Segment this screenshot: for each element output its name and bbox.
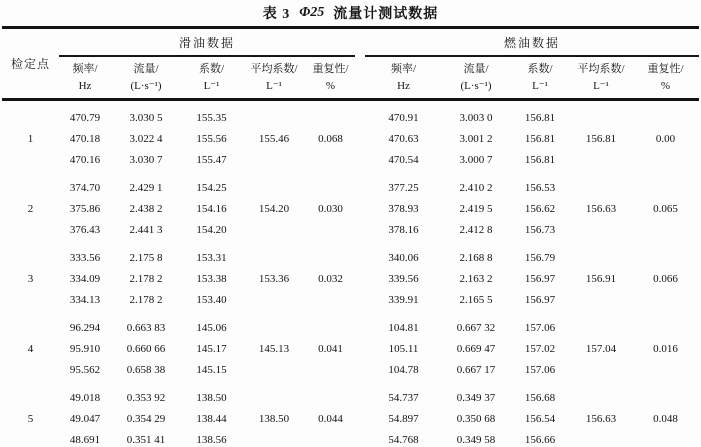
fuel-avgcoef-cell xyxy=(570,241,632,269)
checkpoint-cell xyxy=(2,171,59,199)
fuel-avgcoef-cell: 157.04 xyxy=(585,343,617,355)
lube-repeat-header xyxy=(306,56,355,100)
flowmeter-data-table xyxy=(2,26,699,447)
fuel-coef-cell: 156.68 xyxy=(524,392,556,404)
checkpoint-cell: 1 xyxy=(27,133,34,145)
fuel-flow-cell: 0.349 37 xyxy=(456,392,496,404)
fuel-freq-cell: 378.93 xyxy=(388,203,419,215)
checkpoint-cell xyxy=(2,381,59,409)
lube-coef-cell: 145.15 xyxy=(196,364,227,376)
header-line: 流量/ xyxy=(463,63,489,75)
fuel-coef-cell: 156.53 xyxy=(524,182,556,194)
group-gap-cell xyxy=(355,269,365,290)
fuel-coef-header xyxy=(510,56,570,100)
lube-coef-cell: 154.25 xyxy=(196,182,227,194)
fuel-flow-cell: 3.001 2 xyxy=(459,133,493,145)
checkpoint-cell xyxy=(2,100,59,130)
lube-coef-cell: 138.56 xyxy=(196,434,227,446)
lube-repeat-cell: 0.041 xyxy=(318,343,343,355)
checkpoint-cell: 3 xyxy=(27,273,34,285)
checkpoint-cell xyxy=(2,290,59,311)
fuel-repeat-cell xyxy=(632,150,699,171)
fuel-freq-header xyxy=(365,56,442,100)
group-gap-cell xyxy=(355,430,365,447)
table-title-prefix: 表 3 xyxy=(262,7,291,22)
checkpoint-cell: 2 xyxy=(27,203,34,215)
header-unit: L⁻¹ xyxy=(203,80,220,92)
fuel-flow-cell: 0.667 32 xyxy=(456,322,496,334)
lube-repeat-cell xyxy=(306,100,355,130)
header-line: 系数/ xyxy=(527,63,553,75)
measurement-row xyxy=(2,311,699,339)
header-line: 频率/ xyxy=(390,63,417,75)
fuel-coef-cell: 157.02 xyxy=(524,343,556,355)
lube-avgcoef-cell xyxy=(242,171,306,199)
checkpoint-cell xyxy=(2,220,59,241)
lube-repeat-cell xyxy=(306,220,355,241)
lube-avgcoef-cell xyxy=(242,150,306,171)
measurement-row xyxy=(2,241,699,269)
fuel-repeat-cell xyxy=(632,220,699,241)
fuel-avgcoef-cell xyxy=(570,220,632,241)
group-gap-cell xyxy=(355,311,365,339)
fuel-avgcoef-cell: 156.81 xyxy=(585,133,617,145)
header-line: 流量/ xyxy=(133,63,159,75)
table-title xyxy=(0,0,701,26)
fuel-flow-cell: 2.168 8 xyxy=(459,252,493,264)
fuel-coef-cell: 156.62 xyxy=(524,203,556,215)
lube-freq-cell: 95.910 xyxy=(69,343,101,355)
lube-coef-header xyxy=(181,56,242,100)
lube-avgcoef-cell xyxy=(242,100,306,130)
header-line: 重复性/ xyxy=(647,63,684,75)
measurement-row xyxy=(2,199,699,220)
lube-freq-header xyxy=(59,56,111,100)
lube-repeat-cell xyxy=(306,150,355,171)
measurement-row xyxy=(2,339,699,360)
header-line: 平均系数/ xyxy=(577,63,625,75)
lube-repeat-cell: 0.068 xyxy=(318,133,343,145)
fuel-repeat-cell xyxy=(632,241,699,269)
fuel-coef-cell: 156.97 xyxy=(524,273,556,285)
lube-flow-cell: 0.658 38 xyxy=(126,364,166,376)
lube-repeat-cell xyxy=(306,360,355,381)
measurement-row xyxy=(2,269,699,290)
lube-repeat-cell: 0.032 xyxy=(318,273,343,285)
lube-avgcoef-cell: 154.20 xyxy=(258,203,290,215)
fuel-freq-cell: 377.25 xyxy=(388,182,419,194)
lube-freq-cell: 470.18 xyxy=(69,133,101,145)
measurement-row xyxy=(2,409,699,430)
lube-freq-cell: 96.294 xyxy=(69,322,101,334)
header-unit: % xyxy=(325,80,336,92)
fuel-repeat-header xyxy=(632,56,699,100)
lube-repeat-cell xyxy=(306,381,355,409)
header-unit: (L·s⁻¹) xyxy=(460,80,492,92)
measurement-row xyxy=(2,430,699,447)
lube-coef-cell: 138.50 xyxy=(196,392,227,404)
fuel-avgcoef-header xyxy=(570,56,632,100)
lube-coef-cell: 153.40 xyxy=(196,294,227,306)
fuel-coef-cell: 156.66 xyxy=(524,434,556,446)
lube-freq-cell: 49.018 xyxy=(69,392,101,404)
measurement-row xyxy=(2,100,699,130)
checkpoint-cell xyxy=(2,430,59,447)
fuel-repeat-cell xyxy=(632,360,699,381)
lube-freq-cell: 334.09 xyxy=(69,273,101,285)
fuel-avgcoef-cell: 156.63 xyxy=(585,203,617,215)
fuel-flow-cell: 0.667 17 xyxy=(456,364,496,376)
lube-freq-cell: 470.79 xyxy=(69,112,101,124)
lube-flow-cell: 0.353 92 xyxy=(126,392,166,404)
lube-flow-cell: 2.429 1 xyxy=(129,182,163,194)
lube-avgcoef-cell xyxy=(242,220,306,241)
fuel-repeat-cell: 0.048 xyxy=(653,413,678,425)
fuel-coef-cell: 156.79 xyxy=(524,252,556,264)
group-gap-cell xyxy=(355,100,365,130)
table-title-model: Φ25 xyxy=(299,5,325,20)
measurement-row xyxy=(2,360,699,381)
lube-coef-cell: 155.35 xyxy=(196,112,227,124)
fuel-repeat-cell: 0.065 xyxy=(653,203,678,215)
group-gap-cell xyxy=(355,220,365,241)
fuel-coef-cell: 157.06 xyxy=(524,364,556,376)
fuel-coef-cell: 156.54 xyxy=(524,413,556,425)
lube-flow-cell: 0.351 41 xyxy=(126,434,166,446)
checkpoint-cell: 4 xyxy=(27,343,34,355)
lube-flow-cell: 2.178 2 xyxy=(129,294,163,306)
fuel-avgcoef-cell xyxy=(570,311,632,339)
measurement-row xyxy=(2,171,699,199)
group-gap-cell xyxy=(355,360,365,381)
lube-coef-cell: 154.20 xyxy=(196,224,227,236)
lube-repeat-cell: 0.030 xyxy=(318,203,343,215)
fuel-flow-cell: 0.669 47 xyxy=(456,343,496,355)
lube-flow-cell: 0.663 83 xyxy=(126,322,166,334)
header-line: 频率/ xyxy=(72,63,98,75)
lube-flow-cell: 2.438 2 xyxy=(129,203,163,215)
measurement-row xyxy=(2,150,699,171)
checkpoint-column-header: 检定点 xyxy=(2,28,59,100)
lube-repeat-cell xyxy=(306,171,355,199)
fuel-repeat-cell xyxy=(632,311,699,339)
group-gap-cell xyxy=(355,409,365,430)
fuel-flow-cell: 2.410 2 xyxy=(459,182,493,194)
header-unit: Hz xyxy=(78,80,92,92)
lube-avgcoef-cell xyxy=(242,381,306,409)
lube-flow-cell: 3.022 4 xyxy=(129,133,163,145)
fuel-freq-cell: 340.06 xyxy=(388,252,419,264)
header-unit: L⁻¹ xyxy=(532,80,548,92)
lube-freq-cell: 48.691 xyxy=(69,434,101,446)
header-unit: % xyxy=(660,80,671,92)
lube-avgcoef-cell xyxy=(242,290,306,311)
fuel-repeat-cell xyxy=(632,171,699,199)
fuel-avgcoef-cell xyxy=(570,430,632,447)
checkpoint-cell xyxy=(2,311,59,339)
header-unit: Hz xyxy=(397,80,410,92)
header-unit: L⁻¹ xyxy=(593,80,609,92)
group-gap-cell xyxy=(355,150,365,171)
lube-avgcoef-cell: 155.46 xyxy=(258,133,290,145)
fuel-repeat-cell xyxy=(632,100,699,130)
group-gap xyxy=(355,56,365,100)
fuel-freq-cell: 54.737 xyxy=(388,392,419,404)
fuel-freq-cell: 470.54 xyxy=(388,154,419,166)
group-gap-cell xyxy=(355,290,365,311)
fuel-flow-cell: 3.003 0 xyxy=(459,112,493,124)
lube-group-header: 滑油数据 xyxy=(59,28,355,57)
lube-flow-cell: 3.030 7 xyxy=(129,154,163,166)
lube-freq-cell: 376.43 xyxy=(69,224,101,236)
fuel-freq-cell: 54.768 xyxy=(388,434,419,446)
checkpoint-cell xyxy=(2,360,59,381)
group-gap xyxy=(355,28,365,57)
fuel-flow-cell: 3.000 7 xyxy=(459,154,493,166)
group-gap-cell xyxy=(355,339,365,360)
fuel-repeat-cell xyxy=(632,430,699,447)
fuel-freq-cell: 54.897 xyxy=(388,413,419,425)
fuel-repeat-cell xyxy=(632,381,699,409)
measurement-row xyxy=(2,220,699,241)
lube-avgcoef-cell xyxy=(242,241,306,269)
fuel-avgcoef-cell: 156.63 xyxy=(585,413,617,425)
header-line: 平均系数/ xyxy=(250,63,298,75)
fuel-freq-cell: 339.91 xyxy=(388,294,419,306)
fuel-coef-cell: 156.81 xyxy=(524,154,556,166)
checkpoint-cell xyxy=(2,150,59,171)
fuel-avgcoef-cell xyxy=(570,150,632,171)
fuel-flow-cell: 2.412 8 xyxy=(459,224,493,236)
column-header-row xyxy=(2,56,699,100)
lube-freq-cell: 470.16 xyxy=(69,154,101,166)
fuel-avgcoef-cell: 156.91 xyxy=(585,273,617,285)
fuel-repeat-cell: 0.00 xyxy=(655,133,676,145)
lube-flow-cell: 0.660 66 xyxy=(126,343,166,355)
table-title-text: 流量计测试数据 xyxy=(333,7,439,22)
lube-freq-cell: 374.70 xyxy=(69,182,101,194)
fuel-freq-cell: 105.11 xyxy=(388,343,419,355)
fuel-repeat-cell: 0.066 xyxy=(653,273,678,285)
lube-flow-header xyxy=(111,56,181,100)
group-gap-cell xyxy=(355,199,365,220)
fuel-avgcoef-cell xyxy=(570,290,632,311)
fuel-flow-cell: 0.350 68 xyxy=(456,413,496,425)
measurement-row xyxy=(2,129,699,150)
lube-avgcoef-cell: 145.13 xyxy=(258,343,290,355)
group-gap-cell xyxy=(355,241,365,269)
group-header-row xyxy=(2,28,699,57)
lube-freq-cell: 333.56 xyxy=(69,252,101,264)
lube-flow-cell: 0.354 29 xyxy=(126,413,166,425)
fuel-repeat-cell: 0.016 xyxy=(653,343,678,355)
fuel-freq-cell: 339.56 xyxy=(388,273,419,285)
lube-repeat-cell xyxy=(306,241,355,269)
lube-repeat-cell xyxy=(306,311,355,339)
group-gap-cell xyxy=(355,171,365,199)
lube-avgcoef-cell xyxy=(242,430,306,447)
header-line: 重复性/ xyxy=(312,63,349,75)
fuel-flow-header xyxy=(442,56,510,100)
fuel-avgcoef-cell xyxy=(570,381,632,409)
fuel-coef-cell: 156.81 xyxy=(524,112,556,124)
fuel-flow-cell: 2.419 5 xyxy=(459,203,493,215)
lube-avgcoef-cell: 138.50 xyxy=(258,413,290,425)
lube-coef-cell: 145.17 xyxy=(196,343,227,355)
header-line: 系数/ xyxy=(198,63,225,75)
header-unit: L⁻¹ xyxy=(266,80,282,92)
fuel-freq-cell: 378.16 xyxy=(388,224,419,236)
lube-avgcoef-cell: 153.36 xyxy=(258,273,290,285)
fuel-freq-cell: 104.81 xyxy=(388,322,419,334)
group-gap-cell xyxy=(355,129,365,150)
checkpoint-cell: 5 xyxy=(27,413,34,425)
lube-coef-cell: 154.16 xyxy=(196,203,227,215)
lube-avgcoef-header xyxy=(242,56,306,100)
fuel-group-header: 燃油数据 xyxy=(365,28,699,57)
lube-coef-cell: 155.47 xyxy=(196,154,227,166)
lube-coef-cell: 153.31 xyxy=(196,252,227,264)
lube-flow-cell: 3.030 5 xyxy=(129,112,163,124)
table-body xyxy=(2,100,699,447)
fuel-coef-cell: 157.06 xyxy=(524,322,556,334)
lube-freq-cell: 95.562 xyxy=(69,364,101,376)
lube-avgcoef-cell xyxy=(242,360,306,381)
measurement-row xyxy=(2,290,699,311)
fuel-flow-cell: 2.165 5 xyxy=(459,294,493,306)
fuel-flow-cell: 0.349 58 xyxy=(456,434,496,446)
lube-flow-cell: 2.175 8 xyxy=(129,252,163,264)
fuel-avgcoef-cell xyxy=(570,360,632,381)
lube-freq-cell: 375.86 xyxy=(69,203,101,215)
lube-repeat-cell: 0.044 xyxy=(318,413,343,425)
fuel-repeat-cell xyxy=(632,290,699,311)
lube-freq-cell: 334.13 xyxy=(69,294,101,306)
lube-coef-cell: 145.06 xyxy=(196,322,227,334)
measurement-row xyxy=(2,381,699,409)
fuel-freq-cell: 470.63 xyxy=(388,133,419,145)
lube-repeat-cell xyxy=(306,430,355,447)
lube-flow-cell: 2.441 3 xyxy=(129,224,163,236)
lube-coef-cell: 155.56 xyxy=(196,133,227,145)
lube-flow-cell: 2.178 2 xyxy=(129,273,163,285)
lube-coef-cell: 138.44 xyxy=(196,413,227,425)
fuel-freq-cell: 104.78 xyxy=(388,364,419,376)
fuel-avgcoef-cell xyxy=(570,171,632,199)
checkpoint-cell xyxy=(2,241,59,269)
fuel-coef-cell: 156.81 xyxy=(524,133,556,145)
fuel-coef-cell: 156.73 xyxy=(524,224,556,236)
lube-coef-cell: 153.38 xyxy=(196,273,227,285)
fuel-coef-cell: 156.97 xyxy=(524,294,556,306)
fuel-flow-cell: 2.163 2 xyxy=(459,273,493,285)
header-unit: (L·s⁻¹) xyxy=(130,80,162,92)
lube-repeat-cell xyxy=(306,290,355,311)
fuel-avgcoef-cell xyxy=(570,100,632,130)
lube-avgcoef-cell xyxy=(242,311,306,339)
fuel-freq-cell: 470.91 xyxy=(388,112,419,124)
lube-freq-cell: 49.047 xyxy=(69,413,101,425)
group-gap-cell xyxy=(355,381,365,409)
